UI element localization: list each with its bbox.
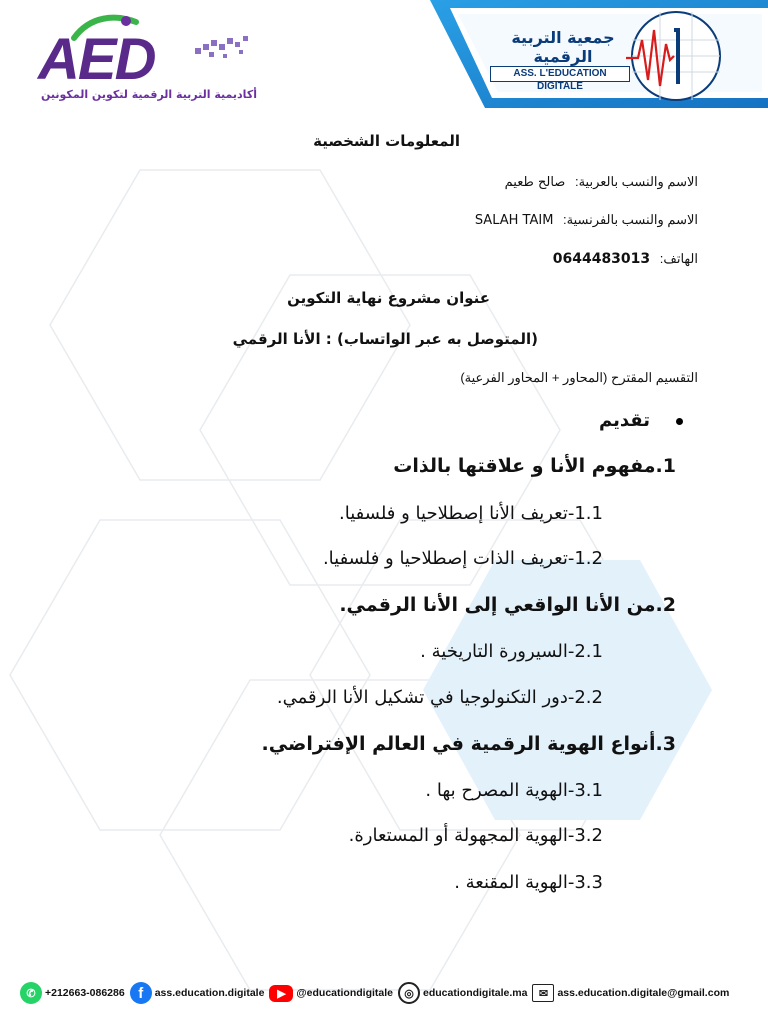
project-title: عنوان مشروع نهاية التكوين [287, 289, 490, 307]
phone-row [553, 251, 698, 267]
outline-heading: 1.مفهوم الأنا و علاقتها بالذات [393, 455, 676, 477]
outline-heading: 3.أنواع الهوية الرقمية في العالم الإفتراضي. [261, 733, 676, 755]
phone-value: 0644483013 [552, 251, 651, 267]
youtube-icon: ▶ [269, 985, 293, 1002]
outline-subitem: 1.2-تعريف الذات إصطلاحيا و فلسفيا. [322, 548, 603, 569]
logo-text: AED [38, 27, 155, 92]
outline-subitem: 2.1-السيرورة التاريخية . [420, 641, 603, 662]
outline-subitem: 3.1-الهوية المصرح بها . [425, 780, 603, 801]
website-link[interactable] [398, 982, 527, 1004]
whatsapp-number: +212663-086286 [45, 987, 125, 999]
outline-subitem: 1.1-تعريف الأنا إصطلاحيا و فلسفيا. [339, 503, 603, 524]
email-address: ass.education.digitale@gmail.com [557, 987, 730, 999]
personal-info-title: المعلومات الشخصية [313, 132, 460, 150]
association-name-ar: جمعية التربية الرقمية [511, 28, 615, 66]
youtube-link[interactable] [269, 985, 393, 1002]
outline-subitem: 3.2-الهوية المجهولة أو المستعارة. [348, 825, 603, 846]
logo-subtitle: أكاديمية التربية الرقمية لتكوين المكونين [41, 88, 257, 101]
mail-icon: ✉ [532, 984, 554, 1002]
website-url: educationdigitale.ma [423, 987, 528, 999]
whatsapp-contact[interactable] [20, 982, 125, 1004]
whatsapp-icon: ✆ [20, 982, 42, 1004]
globe-icon: ◎ [398, 982, 420, 1004]
outline-subitem: 3.3-الهوية المقنعة . [454, 872, 603, 893]
name-ar-value: صالح طعيم [504, 175, 566, 190]
outline-heading: 2.من الأنا الواقعي إلى الأنا الرقمي. [339, 594, 676, 616]
name-fr-label: الاسم والنسب بالفرنسية: [563, 212, 698, 227]
facebook-link[interactable] [130, 982, 265, 1004]
name-ar-label: الاسم والنسب بالعربية: [574, 174, 698, 189]
outline-subitem: 2.2-دور التكنولوجيا في تشكيل الأنا الرقمي. [276, 687, 603, 708]
name-fr-row [475, 212, 698, 228]
name-fr-value: SALAH TAIM [474, 213, 554, 228]
intro-bullet [599, 410, 683, 431]
intro-text: تقديم [599, 410, 650, 431]
project-subtitle: (المتوصل به عبر الواتساب) : الأنا الرقمي [232, 330, 538, 348]
contact-footer [20, 980, 750, 1006]
plan-label: التقسيم المقترح (المحاور + المحاور الفرعية) [460, 370, 698, 385]
name-ar-row [505, 174, 698, 190]
bullet-icon [676, 418, 683, 425]
facebook-handle: ass.education.digitale [154, 987, 265, 999]
facebook-icon: f [130, 982, 152, 1004]
association-name-fr: ASS. L'EDUCATION DIGITALE [490, 66, 630, 82]
phone-label: الهاتف: [659, 251, 698, 266]
email-link[interactable] [532, 984, 729, 1002]
youtube-handle: @educationdigitale [296, 987, 394, 999]
